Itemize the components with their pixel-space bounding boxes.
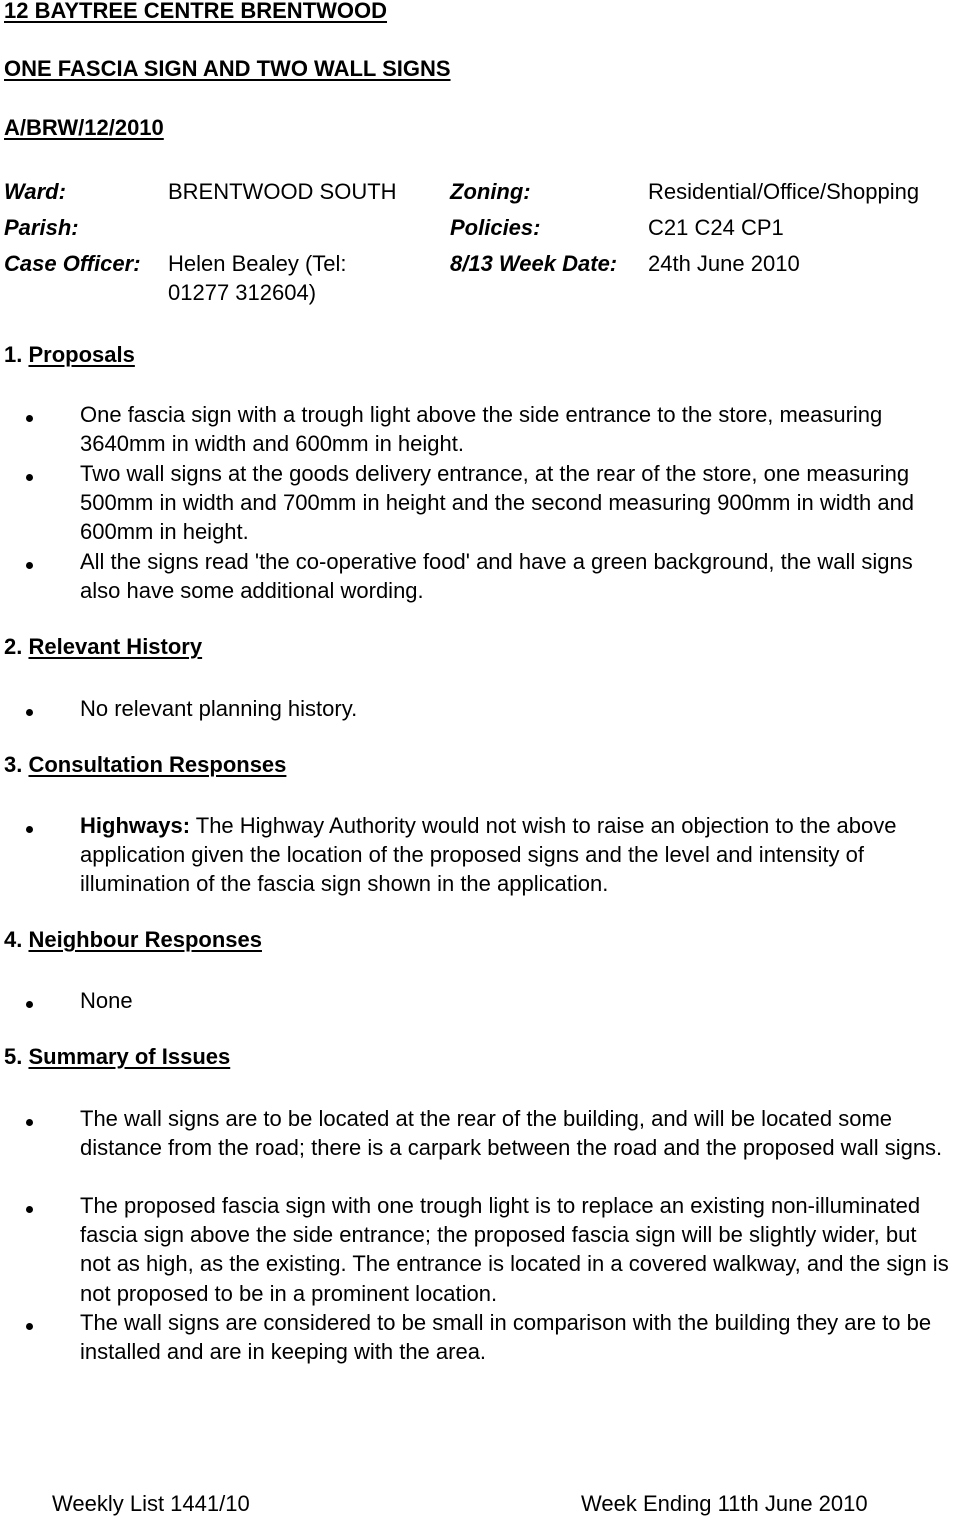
section-number: 4. <box>4 927 23 952</box>
ward-label: Ward: <box>4 179 66 204</box>
footer-weekly-list: Weekly List 1441/10 <box>52 1491 250 1516</box>
bullet-icon <box>26 709 33 716</box>
list-item: All the signs read 'the co-operative food' and have a green background, the wall signs also have some additional wording. <box>80 549 913 604</box>
week-date-label: 8/13 Week Date: <box>450 251 618 276</box>
document-description: ONE FASCIA SIGN AND TWO WALL SIGNS <box>4 56 451 81</box>
section-number: 2. <box>4 634 23 659</box>
bullet-icon <box>26 826 33 833</box>
list-item: No relevant planning history. <box>80 696 358 721</box>
section-title: Proposals <box>28 342 135 367</box>
section-heading-summary <box>4 1044 230 1070</box>
list-item: None <box>80 988 133 1013</box>
bullet-icon <box>26 415 33 422</box>
section-title: Summary of Issues <box>28 1044 231 1069</box>
list-item: One fascia sign with a trough light above the side entrance to the store, measuring 3640mm in width and 600mm in height. <box>80 402 883 457</box>
policies-value: C21 C24 CP1 <box>648 215 784 240</box>
week-date-value: 24th June 2010 <box>648 251 800 276</box>
case-officer-value-line2: 01277 312604) <box>168 280 317 305</box>
section-heading-proposals <box>4 342 135 368</box>
bullet-icon <box>26 1001 33 1008</box>
document-reference: A/BRW/12/2010 <box>4 115 164 140</box>
list-item: The wall signs are considered to be small in comparison with the building they are to be installed and are in keeping with the area. <box>80 1310 932 1365</box>
zoning-label: Zoning: <box>450 179 531 204</box>
footer-week-ending: Week Ending 11th June 2010 <box>581 1491 868 1516</box>
section-heading-consultation <box>4 752 286 778</box>
consultee-label: Highways: <box>80 813 191 838</box>
section-title: Consultation Responses <box>28 752 287 777</box>
zoning-value: Residential/Office/Shopping <box>648 179 920 204</box>
bullet-icon <box>26 1119 33 1126</box>
list-item <box>80 811 950 899</box>
section-title: Neighbour Responses <box>28 927 262 952</box>
section-heading-history <box>4 634 202 660</box>
parish-label: Parish: <box>4 215 79 240</box>
document-address: 12 BAYTREE CENTRE BRENTWOOD <box>4 0 388 23</box>
section-number: 3. <box>4 752 23 777</box>
bullet-icon <box>26 1206 33 1213</box>
case-officer-label: Case Officer: <box>4 251 141 276</box>
list-item: The wall signs are to be located at the rear of the building, and will be located some distance from the road; there is a carpark between the road and the proposed wall signs. <box>80 1106 943 1161</box>
consultee-response: The Highway Authority would not wish to raise an objection to the above application given the location of the proposed signs and the level and intensity of illumination of the fascia sign shown in the application. <box>80 813 897 897</box>
section-heading-neighbour <box>4 927 262 953</box>
policies-label: Policies: <box>450 215 541 240</box>
list-item: The proposed fascia sign with one trough light is to replace an existing non-illuminated fascia sign above the side entrance; the proposed fascia sign will be slightly wider, but not as high, as the existing. The entrance is located in a covered walkway, and the sign is not proposed to be in a prominent location. <box>80 1193 949 1306</box>
ward-value: BRENTWOOD SOUTH <box>168 179 397 204</box>
bullet-icon <box>26 1323 33 1330</box>
section-number: 5. <box>4 1044 23 1069</box>
case-officer-value-line1: Helen Bealey (Tel: <box>168 251 347 276</box>
bullet-icon <box>26 474 33 481</box>
list-item: Two wall signs at the goods delivery entrance, at the rear of the store, one measuring 500mm in width and 700mm in height and the second measuring 900mm in width and 600mm in height. <box>80 461 915 545</box>
bullet-icon <box>26 562 33 569</box>
section-number: 1. <box>4 342 23 367</box>
section-title: Relevant History <box>28 634 203 659</box>
